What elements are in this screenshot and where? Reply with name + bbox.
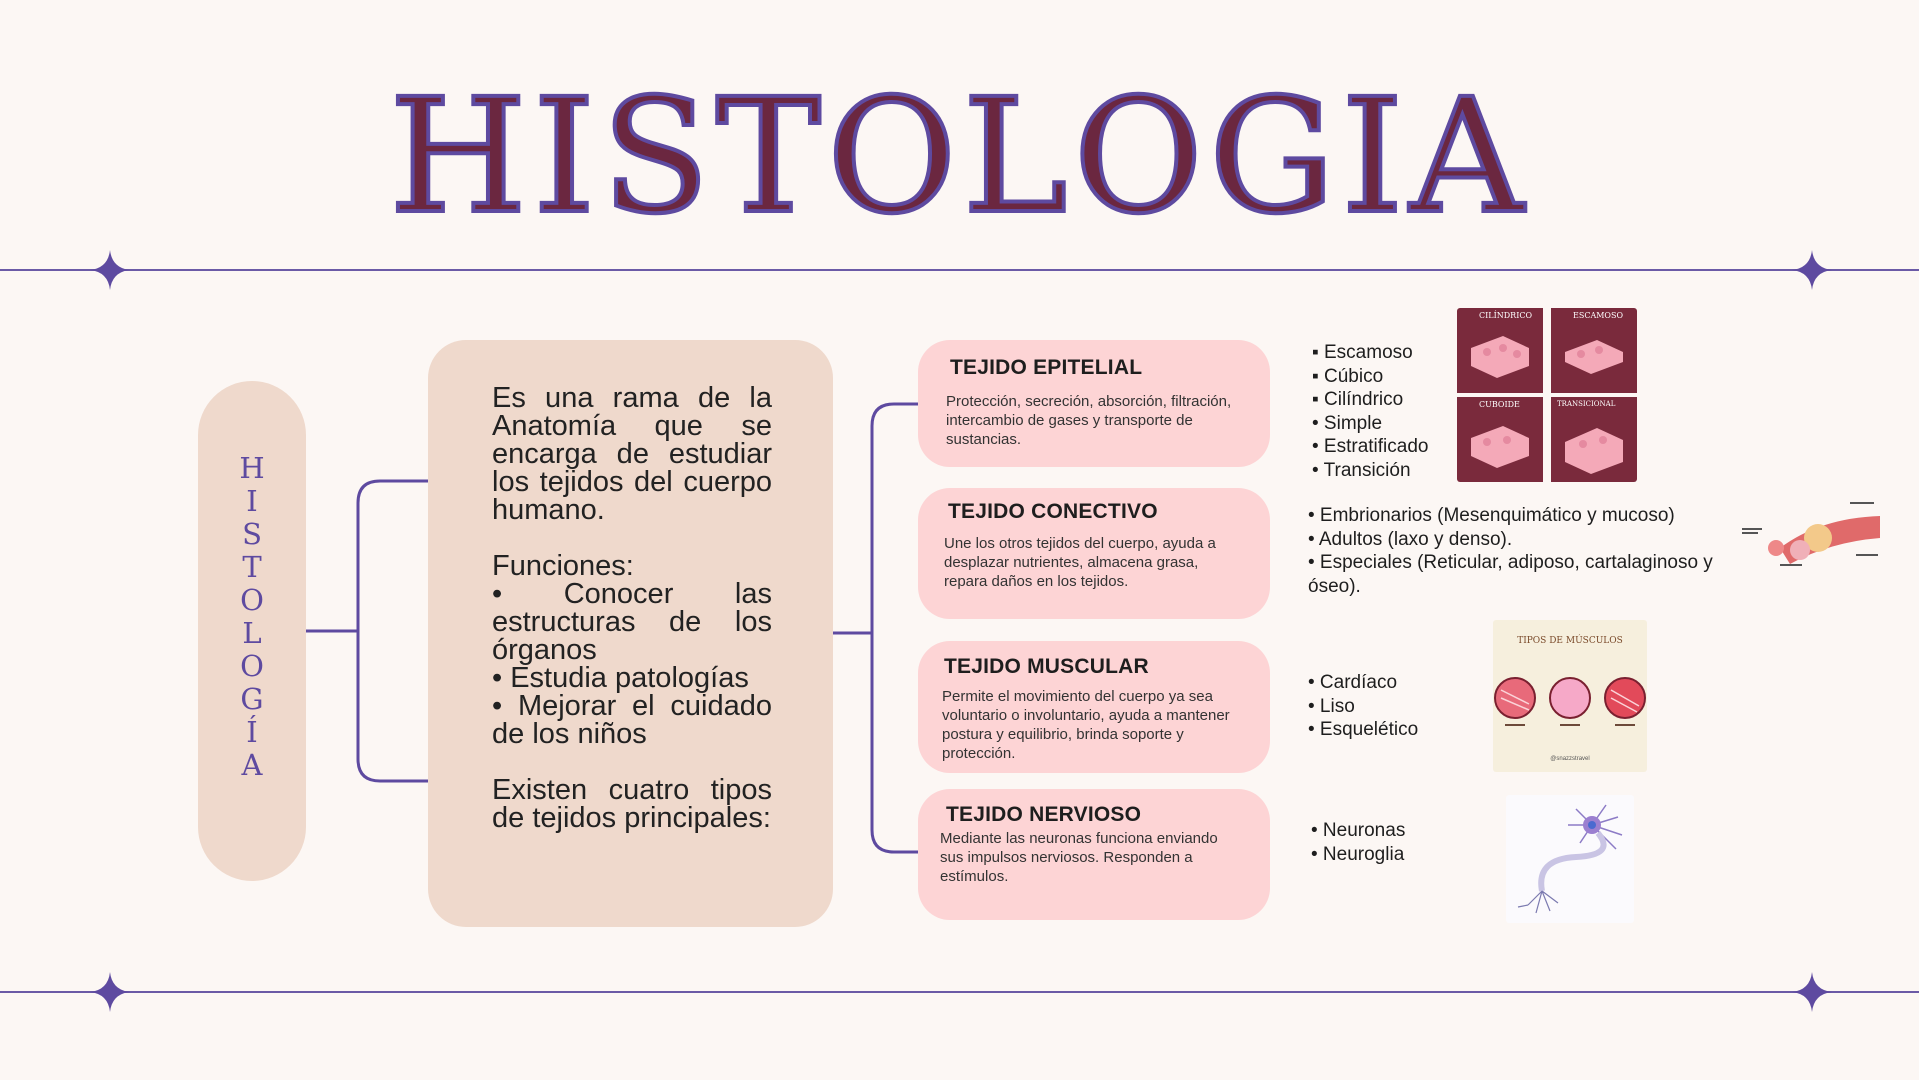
description-text [492,384,772,860]
card-tejido-conectivo [918,488,1270,619]
card-text: Protección, secreción, absorción, filtración, intercambio de gases y transporte de sustancias. [946,393,1232,448]
vertical-title [198,452,306,782]
function-item: • Estudia patologías [492,662,749,694]
card-title: TEJIDO MUSCULAR [944,655,1149,678]
list-item: ▪ Cilíndrico [1312,389,1404,410]
list-item: • Especiales (Reticular, adiposo, cartalaginoso y [1308,552,1713,573]
list-item: • Adultos (laxo y denso). [1308,528,1513,550]
list-item: • Neuronas [1311,820,1406,841]
card-tejido-epitelial [918,340,1270,467]
function-item: • Conocer las estructuras de los órganos [492,578,772,666]
epitelial-types-list [1312,341,1428,482]
function-item: • Mejorar el cuidado de los niños [492,690,772,750]
functions-heading: Funciones: [492,550,634,582]
list-item: • Transición [1312,459,1411,481]
vertical-letter: O [240,583,264,617]
image-label: CILÍNDRICO [1479,311,1533,320]
conectivo-types-list [1308,504,1713,598]
list-item: • Simple [1312,412,1383,434]
image-label: ESCAMOSO [1573,311,1624,320]
vertical-letter: T [242,550,262,584]
connective-tissue-image [1740,498,1886,580]
list-item: ▪ Cúbico [1312,365,1384,387]
neuron-image [1506,795,1634,923]
description-intro: Es una rama de la Anatomía que se encarga de estudiar los tejidos del cuerpo humano. [492,382,772,526]
vertical-letter: A [241,748,263,782]
card-text: Mediante las neuronas funciona enviando sus impulsos nerviosos. Responden a estímulos. [940,830,1218,885]
vertical-letter: L [242,616,262,650]
card-text: Permite el movimiento del cuerpo ya sea voluntario o involuntario, ayuda a mantener postura y equilibrio, brinda soporte y protección. [942,688,1230,762]
page-title: HISTOLOGIA [389,65,1530,249]
list-item: • Estratificado [1312,436,1429,457]
card-tejido-nervioso [918,789,1270,920]
muscular-types-list [1308,671,1418,742]
card-title: TEJIDO NERVIOSO [946,803,1142,826]
description-closing: Existen cuatro tipos de tejidos principales: [492,774,772,834]
list-item: • Embrionarios (Mesenquimático y mucoso) [1308,505,1675,526]
vertical-letter: S [242,517,262,551]
vertical-letter: G [240,682,264,716]
vertical-letter: O [240,649,264,683]
card-text: Une los otros tejidos del cuerpo, ayuda a desplazar nutrientes, almacena grasa, repara daños en los tejidos. [944,535,1216,590]
muscle-types-image [1493,620,1647,772]
card-tejido-muscular [918,641,1270,773]
vertical-letter: Í [246,715,258,749]
list-item: • Liso [1308,695,1355,717]
nervioso-types-list [1311,819,1405,866]
list-item: • Cardíaco [1308,672,1398,693]
list-item: óseo). [1308,575,1361,597]
image-label: CUBOIDE [1479,400,1520,409]
epithelial-tissue-image [1457,308,1637,482]
list-item: ▪ Escamoso [1312,342,1413,363]
list-item: • Neuroglia [1311,843,1405,865]
image-credit: @snazzstravel [1550,756,1590,762]
card-title: TEJIDO CONECTIVO [948,500,1158,523]
card-title: TEJIDO EPITELIAL [950,356,1143,379]
vertical-letter: I [246,484,258,518]
list-item: • Esquelético [1308,719,1419,740]
vertical-letter: H [239,451,265,485]
image-label: TRANSICIONAL [1557,400,1616,408]
image-title: TIPOS DE MÚSCULOS [1517,636,1623,646]
